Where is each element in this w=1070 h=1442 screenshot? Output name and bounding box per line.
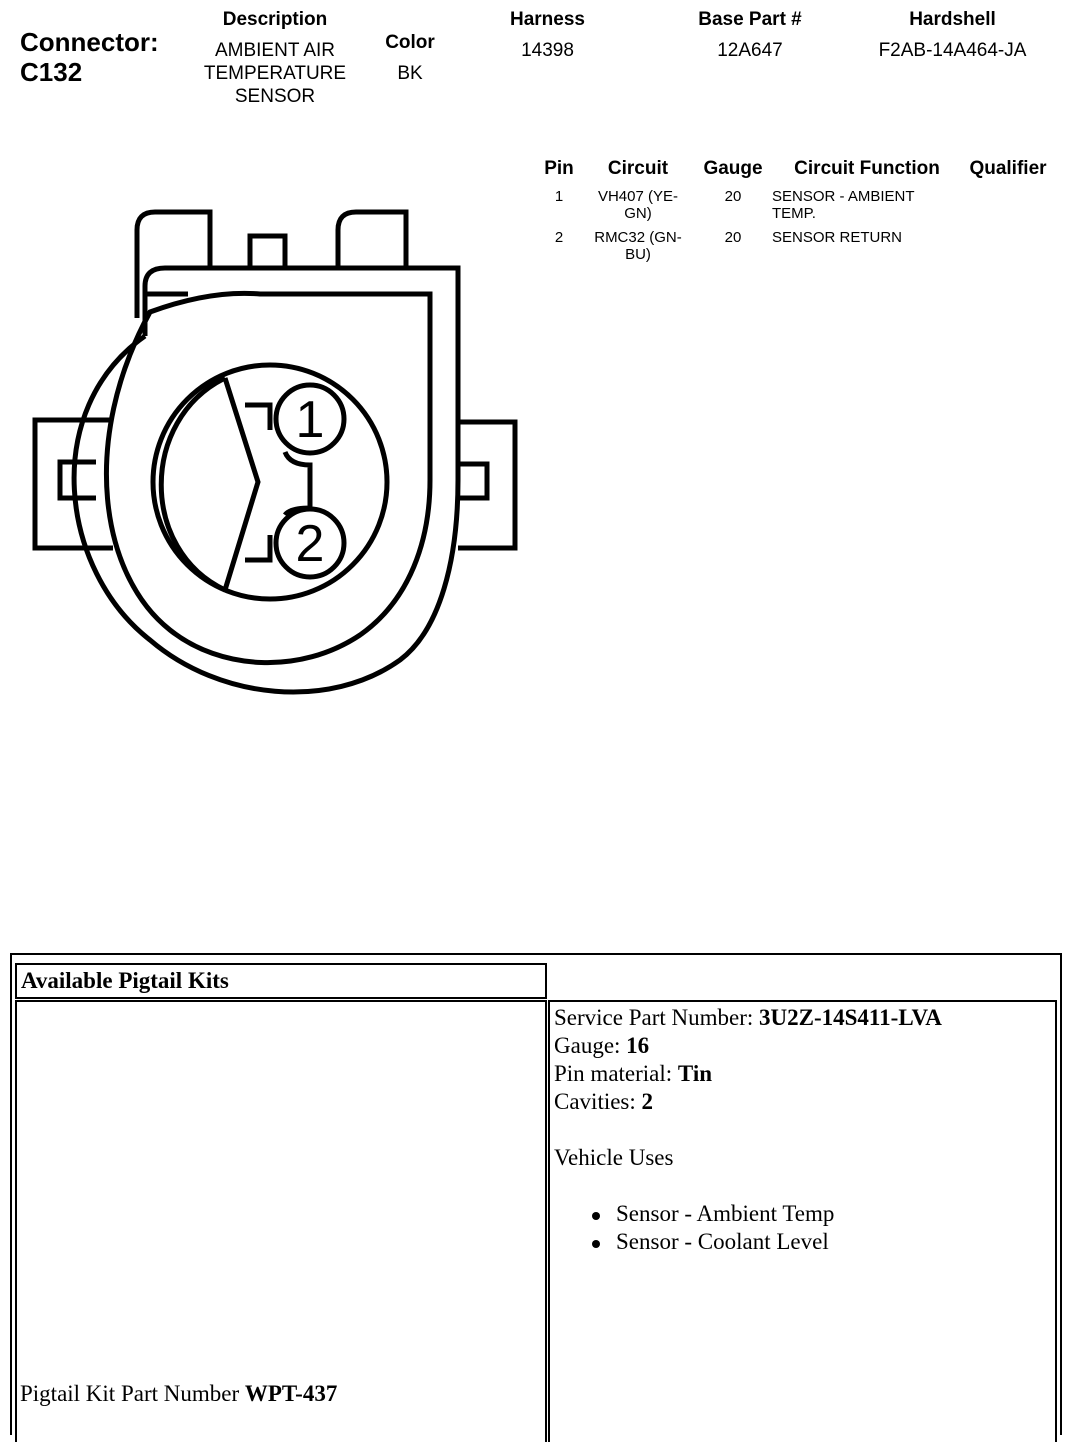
- circuit-line: VH407 (YE-: [597, 188, 679, 205]
- kit-part-value: WPT-437: [244, 1381, 338, 1406]
- pin-number: 1: [554, 188, 564, 205]
- pigtail-title: Available Pigtail Kits: [21, 968, 229, 993]
- pin-material-line: [554, 1060, 1051, 1088]
- description-label: Description: [222, 9, 328, 30]
- pigtail-title-cell: [15, 963, 547, 999]
- harness-label: Harness: [510, 9, 585, 30]
- hardshell-value: F2AB-14A464-JA: [878, 40, 1027, 61]
- connector-id: C132: [20, 57, 83, 87]
- vehicle-use: Sensor - Ambient Temp: [616, 1201, 835, 1226]
- key-wedge: [245, 405, 270, 430]
- gauge-cell: 20: [724, 188, 742, 205]
- circuit-line: GN): [624, 205, 652, 222]
- pigtail-details-cell: [548, 1000, 1057, 1442]
- harness-value: 14398: [521, 40, 574, 61]
- col-qualifier: Qualifier: [969, 158, 1047, 179]
- side-ear-slot: [460, 464, 487, 498]
- function-cell: [772, 229, 942, 246]
- cavities-value: 2: [641, 1089, 654, 1114]
- gauge-line: [554, 1032, 1051, 1060]
- cavity-2-label: 2: [295, 515, 325, 573]
- table-row: [528, 229, 1068, 269]
- table-row: [528, 188, 1068, 228]
- list-item: [554, 1228, 1051, 1256]
- service-part-label: Service Part Number:: [554, 1005, 760, 1030]
- cavities-label: Cavities:: [554, 1089, 642, 1114]
- color-value: BK: [397, 63, 423, 84]
- function-cell: [772, 188, 942, 222]
- bullet-icon: [592, 1240, 600, 1248]
- list-item: [554, 1200, 1051, 1228]
- pin-number: 2: [554, 229, 564, 246]
- description-line: AMBIENT AIR: [214, 40, 335, 61]
- function-line: SENSOR RETURN: [772, 229, 903, 246]
- pigtail-image-cell: [15, 1000, 547, 1442]
- service-part-line: [554, 1004, 1051, 1032]
- circuit-line: BU): [625, 246, 651, 263]
- latch-tab: [338, 212, 406, 268]
- function-line: TEMP.: [772, 205, 816, 222]
- col-pin: Pin: [544, 158, 574, 179]
- circuit-line: RMC32 (GN-: [594, 229, 682, 246]
- description-value: [180, 39, 370, 108]
- side-ear-slot: [60, 462, 96, 498]
- cavities-line: [554, 1088, 1051, 1116]
- gauge-label: Gauge:: [554, 1033, 627, 1058]
- description-line: SENSOR: [234, 86, 316, 107]
- circuit-cell: [590, 229, 686, 263]
- vehicle-uses-list: [554, 1200, 1051, 1256]
- key-wedge: [161, 378, 225, 590]
- function-line: SENSOR - AMBIENT: [772, 188, 915, 205]
- col-gauge: Gauge: [703, 158, 763, 179]
- col-circuit-function: Circuit Function: [794, 158, 940, 179]
- base-part-value: 12A647: [717, 40, 783, 61]
- kit-part-number: [20, 1380, 337, 1408]
- housing-outline: [74, 336, 458, 692]
- service-part-value: 3U2Z-14S411-LVA: [759, 1005, 942, 1030]
- vehicle-uses-label: Vehicle Uses: [554, 1145, 674, 1170]
- key-tab: [250, 236, 285, 268]
- bullet-icon: [592, 1212, 600, 1220]
- connector-title: [20, 27, 159, 87]
- key-wedge: [245, 535, 270, 560]
- hardshell-label: Hardshell: [909, 9, 996, 30]
- pin-material-label: Pin material:: [554, 1061, 678, 1086]
- gauge-value: 16: [626, 1033, 650, 1058]
- col-circuit: Circuit: [607, 158, 669, 179]
- connector-face-diagram: [0, 190, 540, 720]
- color-label: Color: [385, 32, 435, 53]
- pin-material-value: Tin: [677, 1061, 713, 1086]
- cavity-1-label: 1: [295, 391, 325, 449]
- vehicle-use: Sensor - Coolant Level: [616, 1229, 829, 1254]
- circuit-cell: [590, 188, 686, 222]
- description-line: TEMPERATURE: [203, 63, 347, 84]
- gauge-cell: 20: [724, 229, 742, 246]
- kit-part-label: Pigtail Kit Part Number: [20, 1381, 245, 1406]
- base-part-label: Base Part #: [698, 9, 802, 30]
- connector-label: Connector:: [20, 27, 159, 57]
- cavity-link: [285, 452, 310, 515]
